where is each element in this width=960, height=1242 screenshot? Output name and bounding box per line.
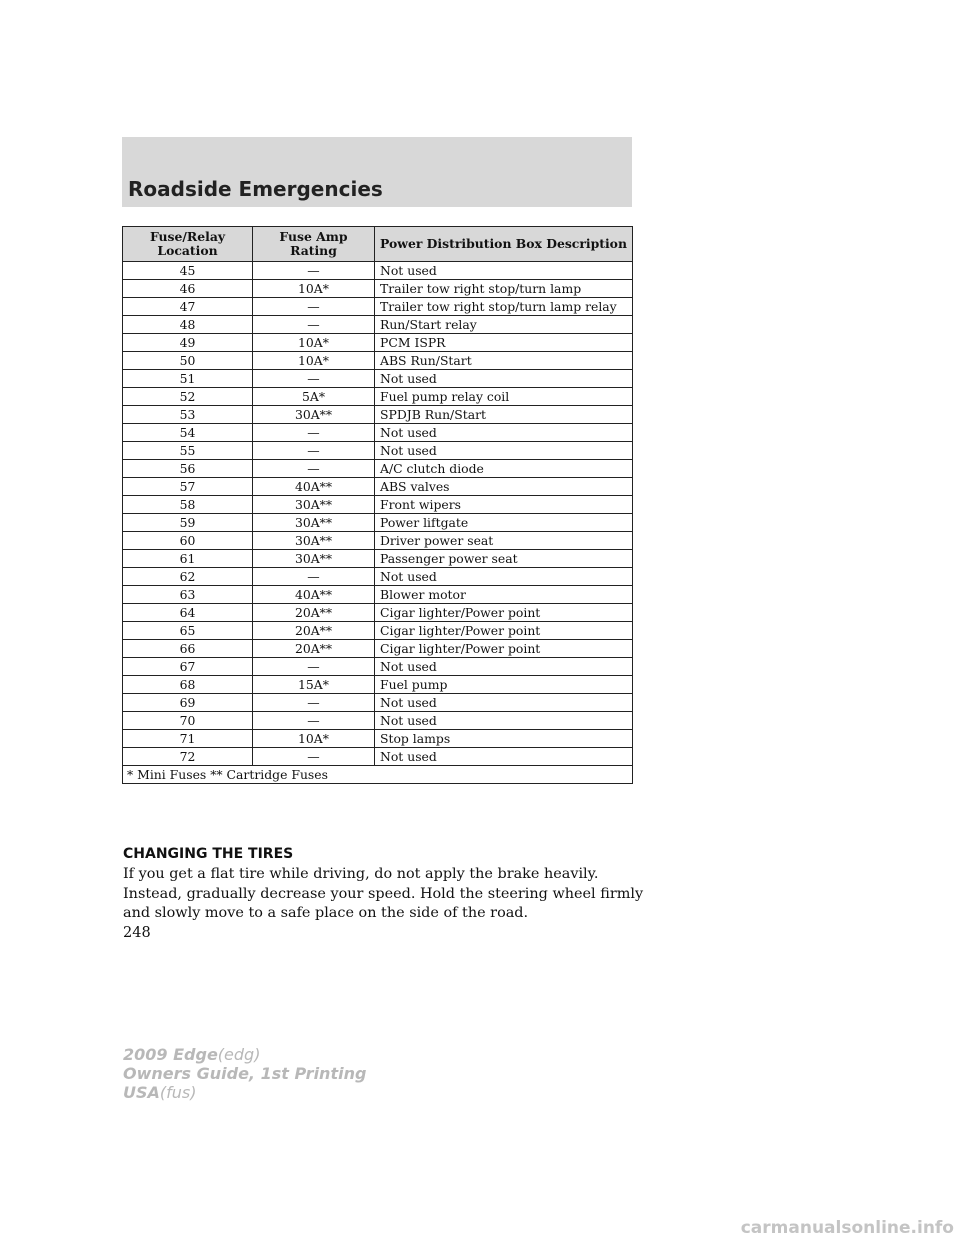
watermark-logo: carmanualsonline.info: [740, 1218, 954, 1238]
fuse-description-cell: PCM ISPR: [375, 334, 633, 352]
fuse-description-cell: Not used: [375, 370, 633, 388]
table-row: [123, 730, 633, 748]
fuse-amp-cell: 40A**: [253, 586, 375, 604]
section-title: Roadside Emergencies: [128, 177, 383, 201]
fuse-amp-cell: 5A*: [253, 388, 375, 406]
fuse-description-cell: Not used: [375, 424, 633, 442]
fuse-description-cell: ABS valves: [375, 478, 633, 496]
fuse-amp-cell: —: [253, 316, 375, 334]
fuse-location-cell: 69: [123, 694, 253, 712]
fuse-description-cell: Not used: [375, 748, 633, 766]
fuse-amp-cell: 10A*: [253, 352, 375, 370]
table-row: [123, 370, 633, 388]
fuse-description-cell: Run/Start relay: [375, 316, 633, 334]
fuse-location-cell: 50: [123, 352, 253, 370]
header-amp-rating: Fuse Amp Rating: [253, 227, 375, 262]
fuse-amp-cell: 20A**: [253, 640, 375, 658]
fuse-amp-cell: 30A**: [253, 532, 375, 550]
fuse-description-cell: Fuel pump: [375, 676, 633, 694]
table-header-row: [123, 227, 633, 262]
table-row: [123, 424, 633, 442]
table-row: [123, 280, 633, 298]
table-row: [123, 622, 633, 640]
table-footnote: * Mini Fuses ** Cartridge Fuses: [123, 766, 633, 784]
fuse-description-cell: Trailer tow right stop/turn lamp: [375, 280, 633, 298]
fuse-location-cell: 58: [123, 496, 253, 514]
fuse-amp-cell: 30A**: [253, 406, 375, 424]
footer-model-code: (edg): [217, 1045, 261, 1064]
table-row: [123, 496, 633, 514]
table-row: [123, 640, 633, 658]
fuse-amp-cell: —: [253, 658, 375, 676]
fuse-location-cell: 61: [123, 550, 253, 568]
table-row: [123, 748, 633, 766]
footer-guide: Owners Guide, 1st Printing: [123, 1064, 367, 1083]
fuse-description-cell: Not used: [375, 442, 633, 460]
fuse-amp-cell: 40A**: [253, 478, 375, 496]
table-row: [123, 262, 633, 280]
table-row: [123, 460, 633, 478]
fuse-location-cell: 66: [123, 640, 253, 658]
body-paragraph: [123, 865, 643, 924]
fuse-location-cell: 71: [123, 730, 253, 748]
table-row: [123, 334, 633, 352]
fuse-location-cell: 48: [123, 316, 253, 334]
fuse-amp-cell: —: [253, 442, 375, 460]
fuse-description-cell: Not used: [375, 568, 633, 586]
fuse-location-cell: 55: [123, 442, 253, 460]
fuse-amp-cell: —: [253, 748, 375, 766]
fuse-location-cell: 64: [123, 604, 253, 622]
table-row: [123, 478, 633, 496]
fuse-amp-cell: —: [253, 370, 375, 388]
table-row: [123, 676, 633, 694]
table-row: [123, 316, 633, 334]
fuse-description-cell: Cigar lighter/Power point: [375, 640, 633, 658]
fuse-amp-cell: 30A**: [253, 514, 375, 532]
fuse-amp-cell: —: [253, 262, 375, 280]
fuse-amp-cell: 10A*: [253, 280, 375, 298]
fuse-amp-cell: —: [253, 424, 375, 442]
table-row: [123, 658, 633, 676]
fuse-amp-cell: 10A*: [253, 730, 375, 748]
fuse-description-cell: SPDJB Run/Start: [375, 406, 633, 424]
fuse-description-cell: Not used: [375, 712, 633, 730]
table-footnote-row: [123, 766, 633, 784]
footer-market-code: (fus): [159, 1083, 197, 1102]
fuse-description-cell: Power liftgate: [375, 514, 633, 532]
paragraph-line: If you get a flat tire while driving, do not apply the brake heavily.: [123, 866, 599, 882]
table-row: [123, 298, 633, 316]
fuse-amp-cell: 10A*: [253, 334, 375, 352]
fuse-description-cell: ABS Run/Start: [375, 352, 633, 370]
table-row: [123, 514, 633, 532]
fuse-location-cell: 56: [123, 460, 253, 478]
fuse-amp-cell: —: [253, 568, 375, 586]
fuse-location-cell: 47: [123, 298, 253, 316]
fuse-amp-cell: 20A**: [253, 622, 375, 640]
fuse-description-cell: Not used: [375, 658, 633, 676]
fuse-description-cell: Cigar lighter/Power point: [375, 604, 633, 622]
fuse-location-cell: 51: [123, 370, 253, 388]
page-number: 248: [123, 925, 151, 941]
fuse-location-cell: 52: [123, 388, 253, 406]
fuse-amp-cell: 30A**: [253, 550, 375, 568]
fuse-description-cell: Fuel pump relay coil: [375, 388, 633, 406]
paragraph-line: Instead, gradually decrease your speed. Hold the steering wheel firmly: [123, 885, 644, 902]
fuse-amp-cell: —: [253, 694, 375, 712]
header-location: Fuse/Relay Location: [123, 227, 253, 262]
print-footer: [123, 1045, 366, 1102]
table-row: [123, 532, 633, 550]
fuse-location-cell: 72: [123, 748, 253, 766]
footer-market: USA: [123, 1083, 160, 1102]
fuse-description-cell: Not used: [375, 262, 633, 280]
table-row: [123, 388, 633, 406]
fuse-description-cell: Passenger power seat: [375, 550, 633, 568]
fuse-description-cell: A/C clutch diode: [375, 460, 633, 478]
table-row: [123, 352, 633, 370]
fuse-location-cell: 49: [123, 334, 253, 352]
fuse-description-cell: Blower motor: [375, 586, 633, 604]
fuse-location-cell: 59: [123, 514, 253, 532]
fuse-location-cell: 63: [123, 586, 253, 604]
table-row: [123, 712, 633, 730]
table-row: [123, 604, 633, 622]
table-body: [123, 262, 633, 784]
fuse-location-cell: 68: [123, 676, 253, 694]
section-header-band: [122, 137, 632, 207]
table-row: [123, 442, 633, 460]
fuse-location-cell: 67: [123, 658, 253, 676]
fuse-amp-cell: 30A**: [253, 496, 375, 514]
fuse-location-cell: 62: [123, 568, 253, 586]
fuse-description-cell: Trailer tow right stop/turn lamp relay: [375, 298, 633, 316]
fuse-description-cell: Front wipers: [375, 496, 633, 514]
fuse-location-cell: 60: [123, 532, 253, 550]
table-row: [123, 550, 633, 568]
paragraph-line: and slowly move to a safe place on the side of the road.: [123, 905, 529, 921]
fuse-location-cell: 57: [123, 478, 253, 496]
fuse-description-cell: Not used: [375, 694, 633, 712]
fuse-location-cell: 46: [123, 280, 253, 298]
table-row: [123, 694, 633, 712]
fuse-location-cell: 54: [123, 424, 253, 442]
fuse-location-cell: 45: [123, 262, 253, 280]
fuse-table: [122, 226, 633, 784]
fuse-amp-cell: —: [253, 712, 375, 730]
fuse-description-cell: Cigar lighter/Power point: [375, 622, 633, 640]
footer-model: 2009 Edge: [123, 1045, 218, 1064]
fuse-location-cell: 53: [123, 406, 253, 424]
header-description: Power Distribution Box Description: [375, 227, 633, 262]
section-heading: CHANGING THE TIRES: [123, 846, 294, 862]
fuse-amp-cell: —: [253, 460, 375, 478]
fuse-description-cell: Stop lamps: [375, 730, 633, 748]
fuse-location-cell: 70: [123, 712, 253, 730]
fuse-amp-cell: 15A*: [253, 676, 375, 694]
table-row: [123, 586, 633, 604]
table-row: [123, 406, 633, 424]
fuse-amp-cell: 20A**: [253, 604, 375, 622]
fuse-amp-cell: —: [253, 298, 375, 316]
fuse-description-cell: Driver power seat: [375, 532, 633, 550]
table-row: [123, 568, 633, 586]
fuse-location-cell: 65: [123, 622, 253, 640]
